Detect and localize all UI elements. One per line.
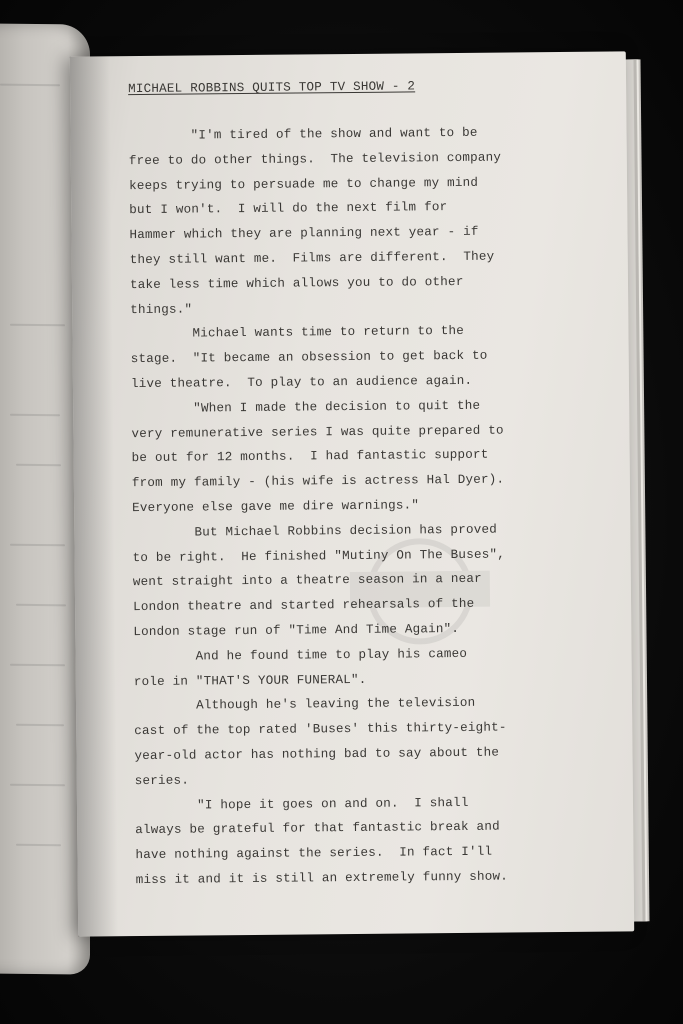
body-line: role in "THAT'S YOUR FUNERAL". — [133, 672, 367, 689]
body-line: they still want me. Films are different. They — [129, 249, 495, 268]
body-line: went straight into a theatre season in a near — [132, 572, 482, 590]
body-line: always be grateful for that fantastic break and — [135, 819, 500, 838]
body-line: live theatre. To play to an audience again. — [130, 373, 473, 392]
body-line: "When I made the decision to quit the — [131, 398, 481, 416]
body-line: But Michael Robbins decision has proved — [132, 522, 498, 540]
body-line: stage. "It became an obsession to get back to — [130, 348, 488, 367]
body-line: Michael wants time to return to the — [130, 324, 465, 342]
body-line: to be right. He finished "Mutiny On The Buses", — [132, 547, 506, 565]
body-line: be out for 12 months. I had fantastic support — [131, 448, 489, 466]
body-line: take less time which allows you to do other — [129, 274, 464, 292]
body-line: have nothing against the series. In fact I'll — [135, 844, 493, 863]
body-line: free to do other things. The television company — [128, 150, 502, 168]
body-line: from my family - (his wife is actress Hal Dyer). — [131, 472, 505, 491]
body-lines — [128, 120, 615, 893]
body-line: keeps trying to persuade me to change my mind — [128, 175, 479, 193]
body-line: London theatre and started rehearsals of the — [133, 596, 475, 615]
body-line: year-old actor has nothing bad to say about the — [134, 745, 500, 764]
body-line: "I hope it goes on and on. I shall — [134, 795, 469, 813]
body-line: but I won't. I will do the next film for — [129, 200, 448, 218]
body-line: things." — [130, 302, 193, 317]
typed-page — [70, 51, 634, 936]
body-line: very remunerative series I was quite prepared to — [131, 423, 504, 441]
body-line: miss it and it is still an extremely funny show. — [135, 869, 509, 888]
body-line: Although he's leaving the television — [133, 696, 476, 714]
body-line: London stage run of "Time And Time Again". — [133, 621, 460, 640]
page-heading: MICHAEL ROBBINS QUITS TOP TV SHOW - 2 — [128, 79, 416, 97]
typed-text-block — [128, 78, 616, 893]
body-line: Hammer which they are planning next year - if — [129, 224, 479, 243]
body-line: Everyone else gave me dire warnings." — [132, 498, 420, 516]
body-line: "I'm tired of the show and want to be — [128, 125, 478, 144]
body-line: series. — [134, 773, 190, 788]
body-line: And he found time to play his cameo — [133, 646, 468, 664]
gutter-shadow — [70, 56, 118, 936]
body-line: cast of the top rated 'Buses' this thirty-eight- — [134, 720, 507, 739]
